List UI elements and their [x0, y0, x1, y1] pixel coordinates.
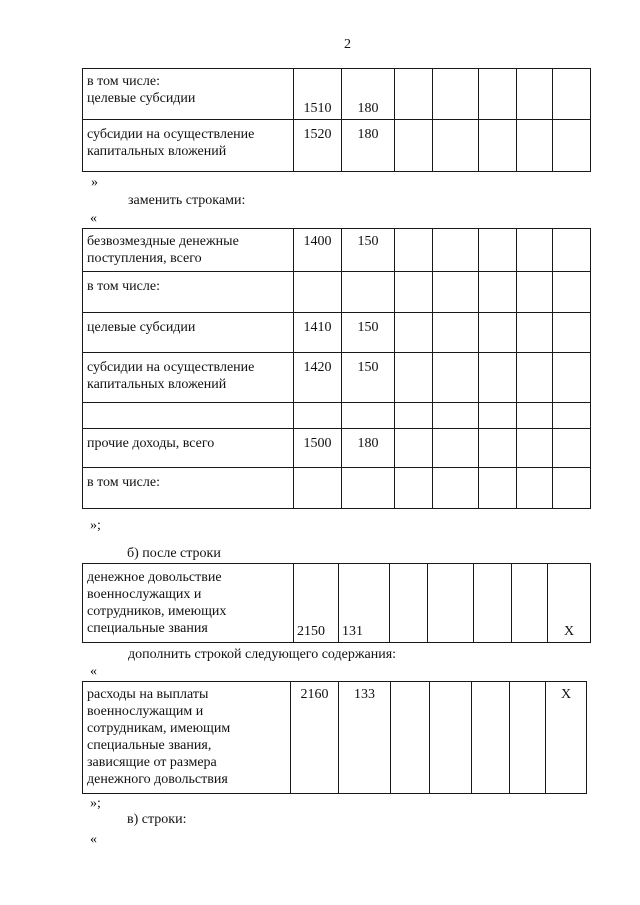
row-name-line: целевые субсидии: [87, 320, 196, 335]
row-code: 2150: [294, 564, 339, 643]
row-kosgu: 180: [342, 120, 395, 172]
row-kosgu: 150: [342, 229, 395, 272]
page-number: 2: [344, 37, 351, 52]
table-replacement-rows: [82, 228, 591, 509]
row-name-line: в том числе:: [87, 279, 160, 294]
row-kosgu: 180: [342, 429, 395, 468]
row-name-line: капитальных вложений: [87, 377, 227, 392]
table-row: [83, 403, 591, 429]
row-kosgu: [342, 468, 395, 509]
row-name-line: сотрудников, имеющих: [87, 604, 227, 619]
row-name-line: в том числе:: [87, 475, 160, 490]
row-name-line: субсидии на осуществление: [87, 360, 255, 375]
row-name-line: специальные звания,: [87, 738, 212, 753]
row-name-line: военнослужащих и: [87, 587, 202, 602]
row-name: [83, 120, 294, 172]
table-row: [83, 313, 591, 353]
row-name-line: в том числе:: [87, 74, 160, 89]
table-row: [83, 120, 591, 172]
row-code: 1400: [294, 229, 342, 272]
row-name: [83, 682, 291, 794]
open-quote: «: [90, 832, 97, 847]
row-kosgu: [342, 403, 395, 429]
section-b-label: б) после строки: [127, 546, 221, 561]
x-mark: X: [548, 564, 591, 643]
row-name: [83, 313, 294, 353]
row-name: [83, 468, 294, 509]
row-name-line: военнослужащим и: [87, 704, 204, 719]
row-name-line: денежное довольствие: [87, 570, 222, 585]
row-code: [294, 403, 342, 429]
row-name-line: специальные звания: [87, 621, 208, 636]
table-original-rows: [82, 68, 591, 172]
row-code: 1520: [294, 120, 342, 172]
row-name-line: расходы на выплаты: [87, 687, 209, 702]
close-quote: »: [91, 175, 98, 190]
row-name: [83, 353, 294, 403]
table-row: [83, 69, 591, 120]
table-row: [83, 272, 591, 313]
row-code: 1410: [294, 313, 342, 353]
row-name-line: прочие доходы, всего: [87, 436, 215, 451]
row-name: [83, 564, 294, 643]
table-row: [83, 429, 591, 468]
close-quote: »;: [90, 796, 101, 811]
row-code: 1510: [294, 69, 342, 120]
table-row: [83, 564, 591, 643]
row-name-line: зависящие от размера: [87, 755, 217, 770]
table-new-row: [82, 681, 587, 794]
row-name: [83, 429, 294, 468]
row-name-line: денежного довольствия: [87, 772, 228, 787]
row-name-line: субсидии на осуществление: [87, 127, 255, 142]
row-kosgu: 150: [342, 313, 395, 353]
open-quote: «: [90, 211, 97, 226]
open-quote: «: [90, 664, 97, 679]
row-code: [294, 468, 342, 509]
row-name-line: сотрудникам, имеющим: [87, 721, 231, 736]
row-name: [83, 403, 294, 429]
replace-instruction: заменить строками:: [128, 193, 246, 208]
row-kosgu: 133: [339, 682, 391, 794]
row-name-line: целевые субсидии: [87, 91, 196, 106]
row-name-line: поступления, всего: [87, 251, 202, 266]
table-row: [83, 682, 587, 794]
row-name-line: капитальных вложений: [87, 144, 227, 159]
row-kosgu: 150: [342, 353, 395, 403]
section-v-label: в) строки:: [127, 812, 187, 827]
row-name: [83, 229, 294, 272]
row-kosgu: 180: [342, 69, 395, 120]
table-after-row: [82, 563, 591, 643]
row-name-line: безвозмездные денежные: [87, 234, 239, 249]
row-name: [83, 69, 294, 120]
row-code: 1500: [294, 429, 342, 468]
row-kosgu: 131: [339, 564, 390, 643]
close-quote: »;: [90, 518, 101, 533]
row-code: [294, 272, 342, 313]
row-name: [83, 272, 294, 313]
table-row: [83, 229, 591, 272]
table-row: [83, 468, 591, 509]
row-kosgu: [342, 272, 395, 313]
table-row: [83, 353, 591, 403]
add-instruction: дополнить строкой следующего содержания:: [128, 647, 397, 662]
row-code: 2160: [291, 682, 339, 794]
x-mark: X: [546, 682, 587, 794]
row-code: 1420: [294, 353, 342, 403]
